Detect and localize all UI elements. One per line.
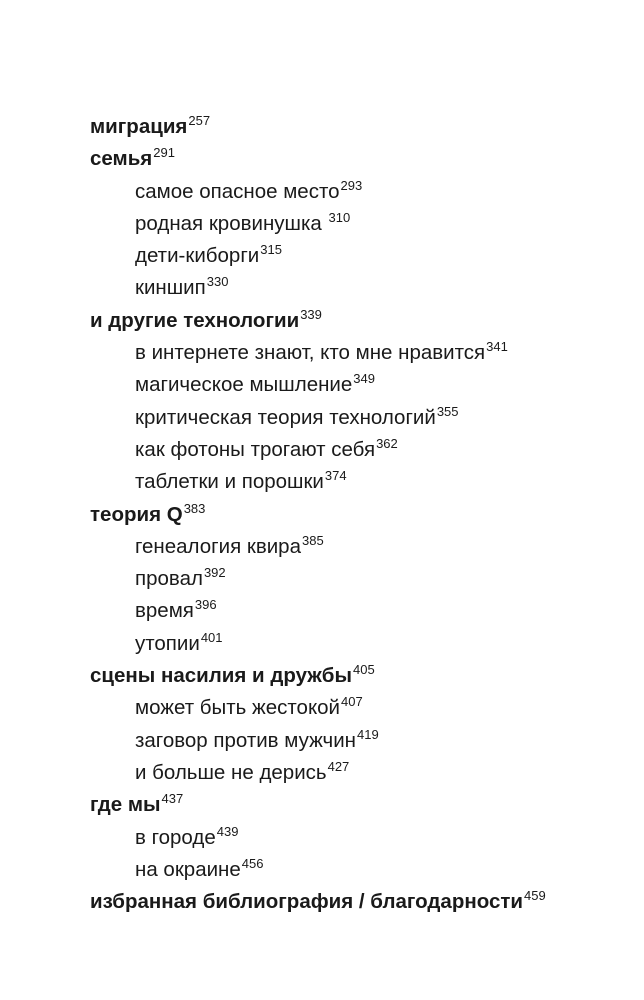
toc-entry-title: миграция — [90, 115, 188, 138]
toc-entry-title: в интернете знают, кто мне нравится — [135, 341, 486, 365]
toc-page-number: 293 — [340, 177, 363, 193]
toc-subsection-entry — [90, 686, 630, 718]
toc-entry-title: и другие технологии — [90, 308, 300, 332]
toc-entry-title: и больше не дерись — [135, 760, 327, 784]
toc-subsection-entry — [90, 622, 630, 654]
toc-page-number: 383 — [183, 500, 206, 516]
toc-page-number: 355 — [436, 403, 459, 419]
toc-page-number: 419 — [357, 726, 379, 742]
toc-entry-title: теория Q — [90, 502, 183, 526]
toc-page-number: 349 — [353, 371, 375, 387]
toc-subsection-entry — [90, 396, 630, 428]
toc-subsection-entry — [90, 525, 630, 557]
toc-page-number: 407 — [341, 694, 363, 710]
toc-entry-title: киншип — [135, 276, 206, 300]
toc-entry-title: заговор против мужчин — [135, 728, 357, 752]
toc-page-number: 401 — [200, 629, 223, 645]
toc-page-number: 374 — [324, 468, 347, 484]
toc-entry-title: на окраине — [135, 857, 241, 881]
toc-subsection-entry — [90, 170, 630, 202]
toc-page-number: 341 — [486, 339, 508, 355]
toc-page-number: 315 — [260, 242, 282, 258]
toc-subsection-entry — [90, 816, 630, 848]
toc-page-number: 257 — [188, 113, 211, 128]
toc-entry-title: семья — [90, 147, 153, 171]
toc-subsection-entry — [90, 719, 630, 751]
toc-subsection-entry — [90, 202, 630, 234]
toc-page-number: 439 — [216, 823, 239, 839]
toc-page-number: 310 — [328, 209, 351, 225]
toc-page-number: 385 — [301, 532, 324, 548]
toc-entry-title: критическая теория технологий — [135, 405, 436, 429]
toc-subsection-entry — [90, 848, 630, 880]
toc-subsection-entry — [90, 331, 630, 363]
toc-subsection-entry — [90, 751, 630, 783]
toc-page-number: 405 — [352, 662, 375, 678]
toc-entry-title: как фотоны трогают себя — [135, 437, 376, 461]
toc-section-entry — [90, 137, 630, 169]
toc-entry-title: утопии — [135, 631, 200, 655]
toc-page-number: 396 — [194, 597, 217, 613]
toc-page-number: 427 — [327, 758, 350, 774]
toc-page-number: 392 — [203, 565, 226, 581]
toc-subsection-entry — [90, 234, 630, 266]
toc-page-number: 339 — [300, 306, 322, 322]
toc-subsection-entry — [90, 589, 630, 621]
toc-page-number: 362 — [376, 435, 398, 451]
toc-page-number: 459 — [524, 888, 546, 904]
toc-section-entry — [90, 880, 630, 912]
toc-entry-title: в городе — [135, 825, 216, 849]
toc-page-number: 437 — [161, 791, 184, 807]
toc-subsection-entry — [90, 460, 630, 492]
toc-subsection-entry — [90, 557, 630, 589]
toc-page-number: 456 — [241, 855, 264, 871]
toc-entry-title: магическое мышление — [135, 373, 353, 397]
toc-section-entry — [90, 299, 630, 331]
toc-section-entry — [90, 654, 630, 686]
toc-entry-title: избранная библиография / благодарности — [90, 890, 524, 914]
toc-page-number: 291 — [153, 145, 175, 161]
toc-entry-title: генеалогия квира — [135, 534, 301, 558]
toc-entry-title: сцены насилия и дружбы — [90, 664, 352, 688]
toc-section-entry — [90, 105, 630, 137]
toc-section-entry — [90, 783, 630, 815]
toc-entry-title: время — [135, 599, 194, 623]
table-of-contents — [90, 105, 630, 912]
toc-subsection-entry — [90, 428, 630, 460]
toc-entry-title: родная кровинушка — [135, 211, 328, 235]
toc-entry-title: таблетки и порошки — [135, 470, 324, 494]
toc-entry-title: дети-киборги — [135, 244, 260, 268]
toc-entry-title: может быть жестокой — [135, 696, 340, 720]
toc-entry-title: провал — [135, 567, 203, 591]
toc-section-entry — [90, 493, 630, 525]
toc-subsection-entry — [90, 266, 630, 298]
toc-entry-title: где мы — [90, 793, 161, 817]
toc-page-number: 330 — [206, 274, 229, 290]
toc-subsection-entry — [90, 363, 630, 395]
toc-entry-title: самое опасное место — [135, 179, 340, 203]
